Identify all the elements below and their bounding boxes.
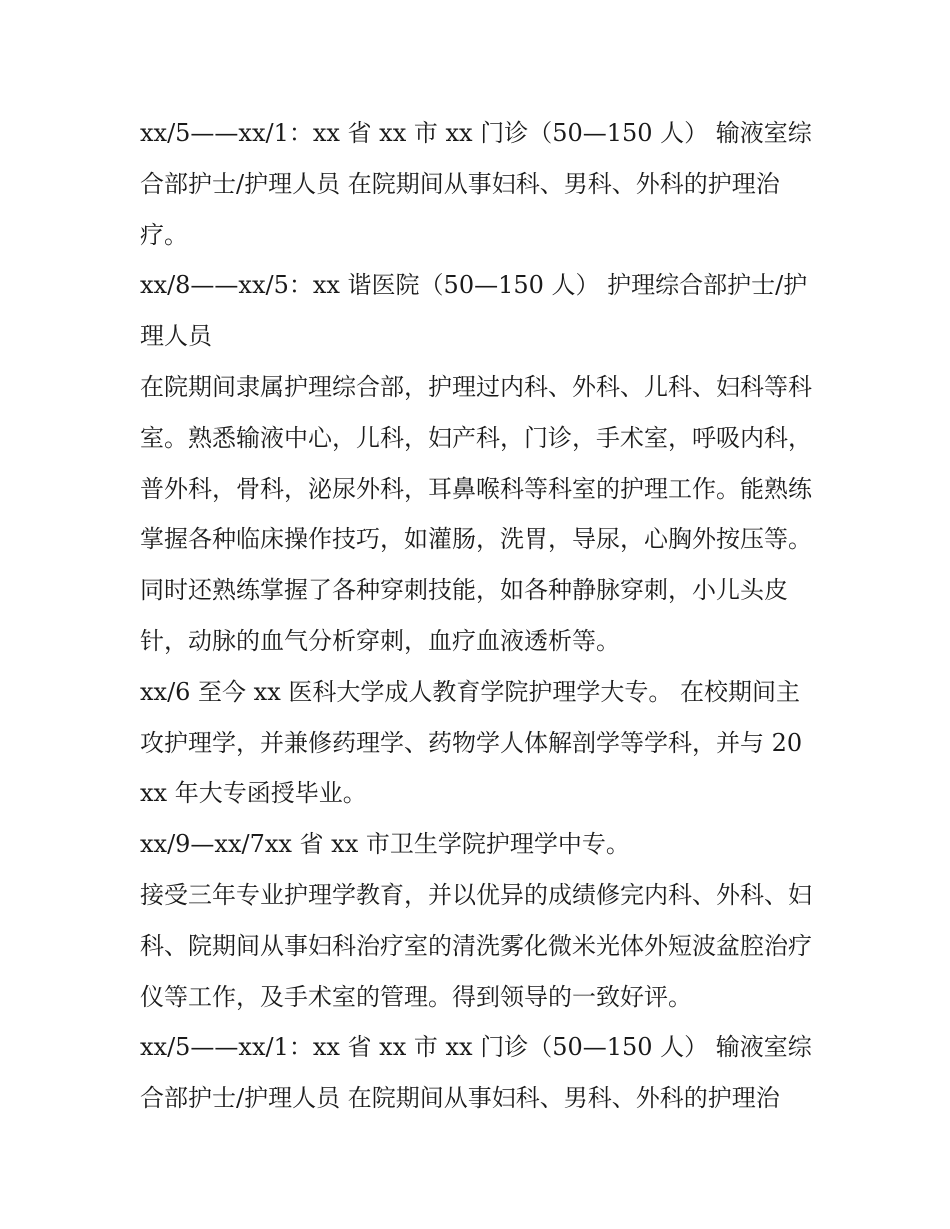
paragraph-education-details: 接受三年专业护理学教育，并以优异的成绩修完内科、外科、妇科、院期间从事妇科治疗室的清洗雾化微米光体外短波盆腔治疗仪等工作，及手术室的管理。得到领导的一致好评。 (140, 880, 812, 1011)
paragraph-education-school: xx/9—xx/7xx 省 xx 市卫生学院护理学中专。 (140, 830, 630, 859)
paragraph-work-history-hospital: xx/8——xx/5：xx 谐医院（50—150 人） 护理综合部护士/护理人员 (140, 271, 808, 351)
paragraph-work-history-clinic-repeat: xx/5——xx/1：xx 省 xx 市 xx 门诊（50—150 人） 输液室综合部护士/护理人员 在院期间从事妇科、男科、外科的护理治 (140, 1033, 812, 1113)
paragraph-hospital-duties: 在院期间隶属护理综合部，护理过内科、外科、儿科、妇科等科室。熟悉输液中心，儿科，妇产科，门诊，手术室，呼吸内科，普外科，骨科，泌尿外科，耳鼻喉科等科室的护理工作。能熟练掌握各种临床操作技巧，如灌肠，洗胃，导尿，心胸外按压等。同时还熟练掌握了各种穿刺技能，如各种静脉穿刺，小儿头皮针，动脉的血气分析穿刺，血疗血液透析等。 (140, 372, 812, 655)
paragraph-education-college: xx/6 至今 xx 医科大学成人教育学院护理学大专。 在校期间主攻护理学，并兼修药理学、药物学人体解剖学等学科，并与 20xx 年大专函授毕业。 (140, 677, 803, 808)
document-body (140, 108, 812, 1124)
paragraph-work-history-clinic: xx/5——xx/1：xx 省 xx 市 xx 门诊（50—150 人） 输液室综合部护士/护理人员 在院期间从事妇科、男科、外科的护理治疗。 (140, 119, 812, 249)
